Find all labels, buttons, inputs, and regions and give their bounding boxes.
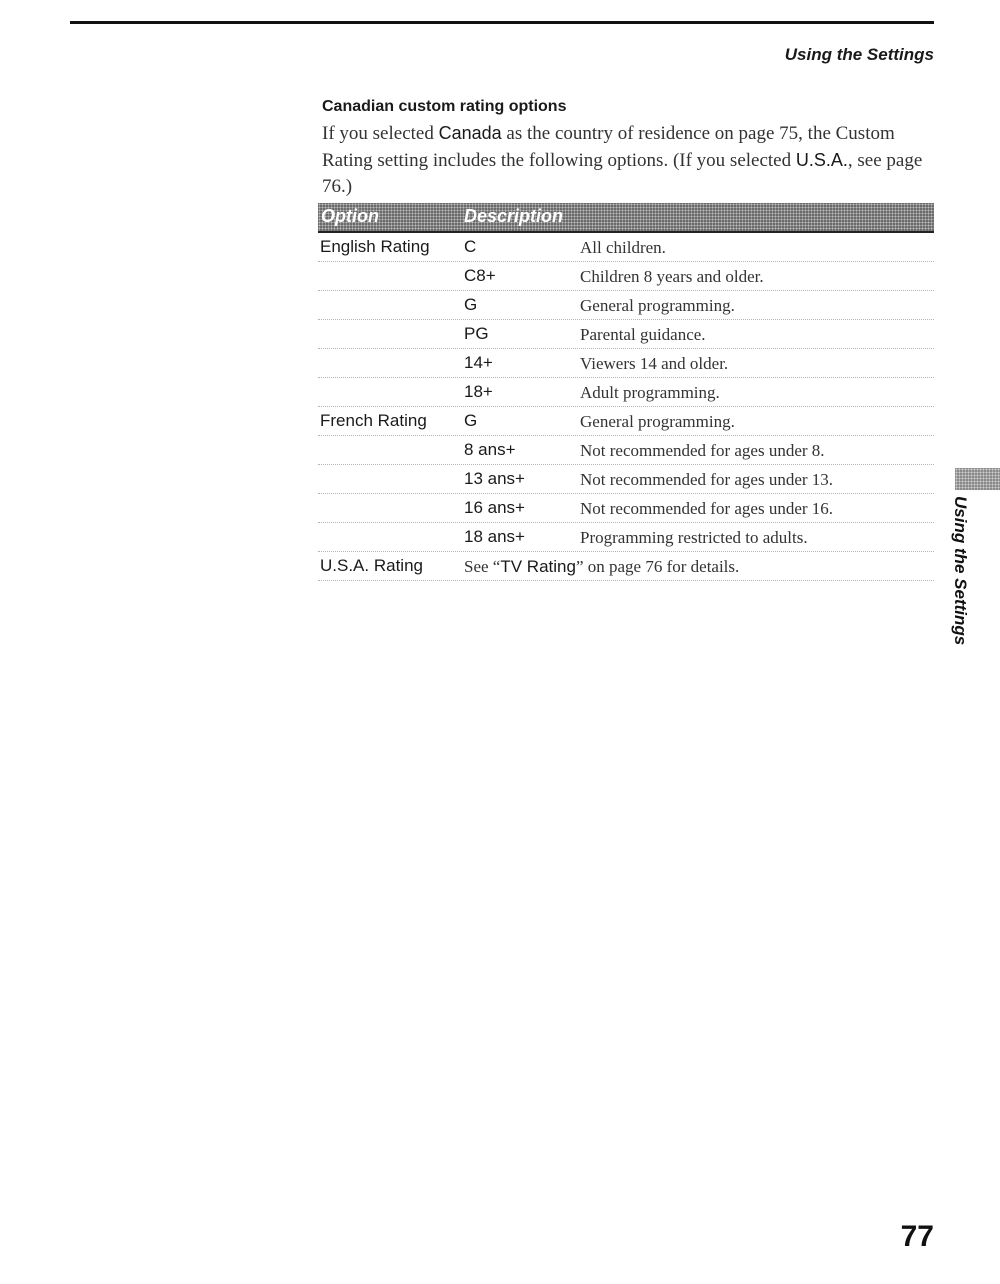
table-row bbox=[318, 436, 934, 465]
rating-description: General programming. bbox=[580, 412, 735, 431]
option-french-rating: French Rating bbox=[320, 411, 427, 430]
rating-description: Parental guidance. bbox=[580, 325, 706, 344]
header-description: Description bbox=[464, 206, 564, 226]
table-row bbox=[318, 378, 934, 407]
table-row bbox=[318, 407, 934, 436]
usa-desc-text-2: ” on page 76 for details. bbox=[575, 557, 740, 576]
option-english-rating: English Rating bbox=[320, 237, 430, 256]
rating-code: C8+ bbox=[464, 266, 496, 285]
rating-description: Not recommended for ages under 8. bbox=[580, 441, 825, 460]
rating-code: 8 ans+ bbox=[464, 440, 516, 459]
page-number: 77 bbox=[900, 1220, 934, 1253]
table-row bbox=[318, 523, 934, 552]
table-row bbox=[318, 465, 934, 494]
rating-description: General programming. bbox=[580, 296, 735, 315]
rating-code: 18+ bbox=[464, 382, 493, 401]
rating-description: All children. bbox=[580, 238, 666, 257]
table-row bbox=[318, 262, 934, 291]
rating-code: C bbox=[464, 237, 477, 256]
rating-code: 13 ans+ bbox=[464, 469, 525, 488]
side-tab-label: Using the Settings bbox=[951, 496, 970, 646]
table-header bbox=[318, 203, 934, 233]
intro-text-1: If you selected bbox=[322, 123, 439, 144]
rating-description: Viewers 14 and older. bbox=[580, 354, 729, 373]
rating-options-table bbox=[318, 203, 934, 581]
rating-code: G bbox=[464, 411, 478, 430]
rating-code: G bbox=[464, 295, 478, 314]
table-row bbox=[318, 494, 934, 523]
table-row bbox=[318, 233, 934, 262]
intro-text-3: , see page 76.) bbox=[322, 150, 923, 197]
section-title: Canadian custom rating options bbox=[322, 98, 567, 115]
usa-desc-reference: TV Rating bbox=[500, 557, 576, 576]
side-tab-marker bbox=[955, 468, 1000, 490]
usa-rating-description bbox=[464, 557, 739, 577]
running-head: Using the Settings bbox=[784, 45, 934, 64]
rating-code: 16 ans+ bbox=[464, 498, 525, 517]
option-usa-rating: U.S.A. Rating bbox=[320, 556, 423, 575]
intro-country-usa: U.S.A. bbox=[795, 150, 848, 170]
table-row bbox=[318, 552, 934, 581]
table-row bbox=[318, 291, 934, 320]
rating-description: Adult programming. bbox=[580, 383, 720, 402]
header-option: Option bbox=[321, 206, 379, 226]
table-row bbox=[318, 349, 934, 378]
table-row bbox=[318, 320, 934, 349]
rating-description: Programming restricted to adults. bbox=[580, 528, 808, 547]
intro-text-2: as the country of residence on page 75, the Custom Rating setting includes the following options. (If you selected bbox=[322, 123, 895, 171]
top-rule bbox=[70, 21, 934, 24]
rating-code: 18 ans+ bbox=[464, 527, 525, 546]
rating-code: 14+ bbox=[464, 353, 493, 372]
intro-paragraph bbox=[322, 120, 934, 200]
rating-description: Children 8 years and older. bbox=[580, 267, 764, 286]
usa-desc-text-1: See “ bbox=[464, 557, 501, 576]
rating-description: Not recommended for ages under 16. bbox=[580, 499, 834, 518]
intro-country-canada: Canada bbox=[438, 123, 502, 143]
rating-description: Not recommended for ages under 13. bbox=[580, 470, 834, 489]
rating-code: PG bbox=[464, 324, 489, 343]
